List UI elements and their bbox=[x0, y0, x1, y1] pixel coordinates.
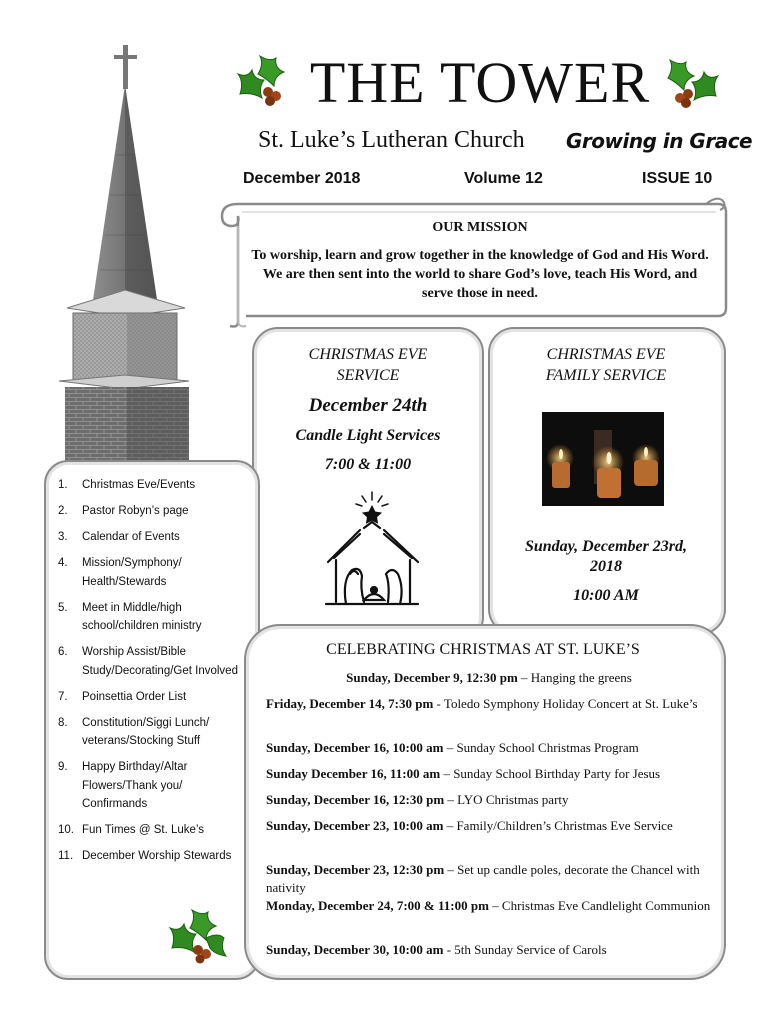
toc-item bbox=[58, 599, 248, 636]
event-item bbox=[266, 739, 712, 757]
event-item bbox=[266, 861, 712, 897]
event-separator: – bbox=[488, 898, 502, 913]
mission-heading: OUR MISSION bbox=[432, 220, 528, 235]
event-separator: – bbox=[517, 670, 531, 685]
tagline: Growing in Grace bbox=[566, 129, 753, 153]
family-service-date-line1: Sunday, December 23rd, bbox=[524, 538, 688, 555]
event-date: Sunday, December 23, 12:30 pm bbox=[266, 862, 445, 877]
event-separator: – bbox=[443, 818, 457, 833]
event-item bbox=[266, 941, 712, 959]
issue-volume: Volume 12 bbox=[464, 170, 543, 187]
toc-item bbox=[58, 643, 248, 680]
event-separator: - bbox=[433, 696, 444, 711]
event-description: Christmas Eve Candlelight Communion bbox=[501, 898, 711, 913]
toc-item bbox=[58, 688, 248, 707]
family-service-time: 10:00 AM bbox=[573, 587, 639, 604]
toc-item-label: Fun Times @ St. Luke’s bbox=[82, 824, 205, 836]
event-item bbox=[266, 765, 712, 783]
event-separator: - bbox=[443, 942, 455, 957]
event-description: Family/Children’s Christmas Eve Service bbox=[456, 818, 673, 833]
family-service-date bbox=[498, 537, 714, 577]
event-date: Sunday, December 16, 10:00 am bbox=[266, 740, 444, 755]
christmas-eve-title-line2: SERVICE bbox=[336, 367, 400, 384]
toc-item-label: Worship Assist/Bible Study/Decorating/Get Involved bbox=[82, 646, 238, 677]
issue-date: December 2018 bbox=[243, 170, 361, 187]
toc-item bbox=[58, 502, 248, 521]
toc-item-number: 10. bbox=[58, 824, 74, 836]
family-service-title-line2: FAMILY SERVICE bbox=[545, 367, 667, 384]
christmas-eve-title-line1: CHRISTMAS EVE bbox=[308, 346, 428, 363]
toc-item bbox=[58, 476, 248, 495]
toc-item-label: Calendar of Events bbox=[82, 531, 180, 543]
event-description: Sunday School Christmas Program bbox=[456, 740, 639, 755]
toc-item-number: 7. bbox=[58, 690, 68, 703]
event-item bbox=[266, 791, 712, 809]
christmas-eve-subtitle: Candle Light Services bbox=[295, 427, 441, 444]
event-separator: – bbox=[444, 862, 458, 877]
mission-statement: To worship, learn and grow together in the knowledge of God and His Word. We are then sent into the world to share God’s love, teach His Word, and serve those in need. bbox=[251, 248, 709, 301]
holly-icon bbox=[166, 908, 228, 964]
event-description: Set up candle poles, decorate the Chancel with nativity bbox=[266, 862, 700, 895]
event-date: Sunday December 16, 11:00 am bbox=[266, 766, 441, 781]
toc-item bbox=[58, 847, 248, 866]
family-service-date-line2: 2018 bbox=[590, 558, 622, 575]
event-date: Friday, December 14, 7:30 pm bbox=[266, 696, 434, 711]
toc-item-label: Constitution/Siggi Lunch/ veterans/Stocking Stuff bbox=[82, 716, 210, 747]
table-of-contents bbox=[58, 476, 248, 873]
toc-item-number: 6. bbox=[58, 646, 68, 658]
toc-item-label: Mission/Symphony/ Health/Stewards bbox=[82, 557, 182, 588]
event-separator: – bbox=[440, 766, 454, 781]
event-date: Sunday, December 16, 12:30 pm bbox=[266, 792, 445, 807]
toc-item bbox=[58, 821, 248, 840]
event-date: Monday, December 24, 7:00 & 11:00 pm bbox=[266, 898, 489, 913]
toc-item-number: 2. bbox=[58, 505, 68, 517]
event-description: Toledo Symphony Holiday Concert at St. Luke’s bbox=[443, 696, 698, 711]
candles-photo bbox=[542, 412, 664, 506]
event-date: Sunday, December 23, 10:00 am bbox=[266, 818, 444, 833]
toc-item bbox=[58, 554, 248, 591]
church-steeple-illustration bbox=[55, 45, 205, 465]
toc-item bbox=[58, 758, 248, 814]
newsletter-title: THE TOWER bbox=[309, 50, 651, 115]
issue-number: ISSUE 10 bbox=[642, 170, 713, 187]
event-date: Sunday, December 30, 10:00 am bbox=[266, 942, 444, 957]
toc-item-label: Christmas Eve/Events bbox=[82, 479, 196, 491]
family-service-title-line1: CHRISTMAS EVE bbox=[546, 346, 666, 363]
event-item bbox=[266, 817, 712, 835]
celebrating-heading: CELEBRATING CHRISTMAS AT ST. LUKE’S bbox=[326, 641, 640, 658]
event-description: LYO Christmas party bbox=[457, 792, 569, 807]
event-date: Sunday, December 9, 12:30 pm bbox=[346, 670, 518, 685]
church-name: St. Luke’s Lutheran Church bbox=[258, 127, 525, 153]
event-separator: – bbox=[443, 740, 457, 755]
christmas-eve-date: December 24th bbox=[308, 395, 428, 416]
toc-item-label: December Worship Stewards bbox=[82, 850, 232, 862]
family-service-title bbox=[498, 344, 714, 386]
toc-item-number: 1. bbox=[58, 479, 68, 491]
toc-item-label: Meet in Middle/high school/children ministry bbox=[82, 601, 202, 632]
toc-item-number: 4. bbox=[58, 557, 68, 569]
toc-item-label: Poinsettia Order List bbox=[82, 690, 187, 703]
toc-item-number: 9. bbox=[58, 761, 68, 773]
christmas-eve-title bbox=[262, 344, 474, 386]
toc-item-number: 11. bbox=[58, 850, 74, 862]
event-item bbox=[266, 669, 712, 687]
holly-icon bbox=[234, 54, 296, 110]
event-description: Sunday School Birthday Party for Jesus bbox=[453, 766, 661, 781]
toc-item bbox=[58, 528, 248, 547]
event-separator: – bbox=[444, 792, 458, 807]
toc-item-number: 5. bbox=[58, 601, 68, 614]
event-item bbox=[266, 897, 712, 915]
nativity-icon bbox=[320, 488, 420, 608]
toc-item-number: 8. bbox=[58, 716, 68, 729]
event-description: Hanging the greens bbox=[530, 670, 632, 685]
toc-item bbox=[58, 714, 248, 751]
toc-item-number: 3. bbox=[58, 531, 68, 543]
event-item bbox=[266, 695, 712, 713]
toc-item-label: Pastor Robyn’s page bbox=[82, 505, 189, 517]
christmas-eve-times: 7:00 & 11:00 bbox=[324, 456, 412, 473]
toc-item-label: Happy Birthday/Altar Flowers/Thank you/ Confirmands bbox=[82, 761, 188, 810]
event-description: 5th Sunday Service of Carols bbox=[454, 942, 607, 957]
